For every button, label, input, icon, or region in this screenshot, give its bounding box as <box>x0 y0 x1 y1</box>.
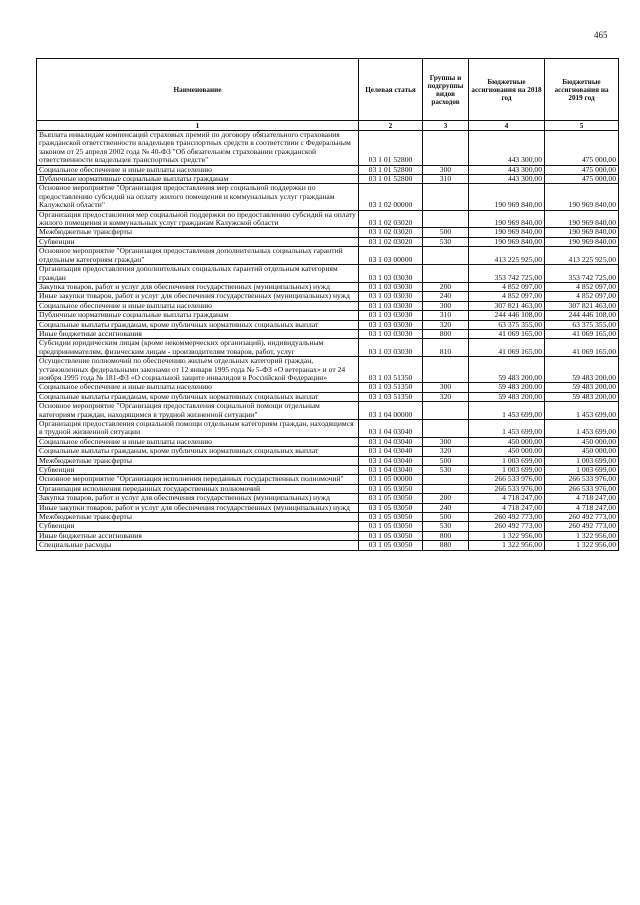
row-2019-cell: 1 453 699,00 <box>545 420 619 438</box>
row-2018-cell: 1 003 699,00 <box>469 466 545 475</box>
row-code-cell: 03 1 05 03050 <box>359 503 423 512</box>
row-2018-cell: 190 969 840,00 <box>469 228 545 237</box>
row-2018-cell: 307 821 463,00 <box>469 301 545 310</box>
row-code-cell: 03 1 03 03030 <box>359 265 423 283</box>
row-group-cell: 880 <box>423 541 469 550</box>
row-group-cell: 800 <box>423 531 469 540</box>
row-name-cell: Социальные выплаты гражданам, кроме публичных нормативных социальных выплат <box>37 320 359 329</box>
row-group-cell <box>423 420 469 438</box>
table-row <box>37 184 619 210</box>
row-name-cell: Иные закупки товаров, работ и услуг для обеспечения государственных (муниципальных) нужд <box>37 292 359 301</box>
table-row <box>37 494 619 503</box>
row-code-cell: 03 1 01 52800 <box>359 131 423 166</box>
table-body <box>37 131 619 551</box>
row-code-cell: 03 1 05 03050 <box>359 494 423 503</box>
row-name-cell: Иные закупки товаров, работ и услуг для обеспечения государственных (муниципальных) нужд <box>37 503 359 512</box>
row-code-cell: 03 1 04 03040 <box>359 456 423 465</box>
row-2019-cell: 260 492 773,00 <box>545 513 619 522</box>
row-2019-cell: 41 069 165,00 <box>545 329 619 338</box>
column-number-row <box>37 121 619 131</box>
header-row <box>37 59 619 121</box>
row-2019-cell: 59 483 200,00 <box>545 383 619 392</box>
row-name-cell: Межбюджетные трансферты <box>37 228 359 237</box>
table-row <box>37 402 619 420</box>
row-2018-cell: 266 533 976,00 <box>469 484 545 493</box>
row-group-cell <box>423 247 469 265</box>
row-2018-cell: 244 446 108,00 <box>469 311 545 320</box>
row-code-cell: 03 1 02 00000 <box>359 184 423 210</box>
row-name-cell: Субвенции <box>37 522 359 531</box>
row-2019-cell: 190 969 840,00 <box>545 210 619 228</box>
row-group-cell: 310 <box>423 175 469 184</box>
row-name-cell: Основное мероприятие "Организация предоставления социальной помощи отдельным категориям граждан, находящимся в трудной жизненной ситуации" <box>37 402 359 420</box>
row-code-cell: 03 1 03 03030 <box>359 329 423 338</box>
column-number: 5 <box>545 121 619 131</box>
row-2019-cell: 1 322 956,00 <box>545 531 619 540</box>
header-group: Группы и подгруппы видов расходов <box>423 59 469 121</box>
row-group-cell <box>423 475 469 484</box>
row-code-cell: 03 1 03 03030 <box>359 311 423 320</box>
row-code-cell: 03 1 02 03020 <box>359 210 423 228</box>
row-group-cell: 240 <box>423 503 469 512</box>
row-group-cell: 800 <box>423 329 469 338</box>
row-code-cell: 03 1 04 00000 <box>359 402 423 420</box>
row-name-cell: Осуществление полномочий по обеспечению жильем отдельных категорий граждан, установленных федеральными законами от 12 января 1995 года № 5-ФЗ «О ветеранах» и от 24 ноября 1995 года № 181-ФЗ «О социальной защите инвалидов в Российской Федерации» <box>37 357 359 383</box>
row-group-cell <box>423 265 469 283</box>
row-2018-cell: 4 852 097,00 <box>469 292 545 301</box>
row-2018-cell: 443 300,00 <box>469 165 545 174</box>
budget-table <box>36 58 619 551</box>
header-2018: Бюджетные ассигнования на 2018 год <box>469 59 545 121</box>
row-name-cell: Основное мероприятие "Организация предоставления мер социальной поддержки по предоставлению субсидий на оплату жилого помещения и коммунальных услуг гражданам Калужской области" <box>37 184 359 210</box>
row-group-cell: 530 <box>423 237 469 246</box>
column-number: 1 <box>37 121 359 131</box>
table-row <box>37 357 619 383</box>
row-code-cell: 03 1 03 51350 <box>359 357 423 383</box>
row-2019-cell: 63 375 355,00 <box>545 320 619 329</box>
row-group-cell <box>423 210 469 228</box>
row-name-cell: Социальные выплаты гражданам, кроме публичных нормативных социальных выплат <box>37 447 359 456</box>
row-group-cell: 320 <box>423 392 469 401</box>
row-2018-cell: 443 300,00 <box>469 175 545 184</box>
row-code-cell: 03 1 01 52800 <box>359 175 423 184</box>
row-name-cell: Закупка товаров, работ и услуг для обеспечения государственных (муниципальных) нужд <box>37 282 359 291</box>
row-code-cell: 03 1 04 03040 <box>359 447 423 456</box>
row-2018-cell: 1 322 956,00 <box>469 541 545 550</box>
row-2019-cell: 190 969 840,00 <box>545 237 619 246</box>
row-group-cell: 810 <box>423 339 469 357</box>
row-name-cell: Социальные выплаты гражданам, кроме публичных нормативных социальных выплат <box>37 392 359 401</box>
row-code-cell: 03 1 05 03050 <box>359 522 423 531</box>
row-name-cell: Выплата инвалидам компенсаций страховых премий по договору обязательного страхования гражданской ответственности владельцев транспортных средств в соответствии с Федеральным законом от 25 апреля 2002 года № 40-ФЗ "Об обязательном страховании гражданской ответственности владельцев транспортных средств" <box>37 131 359 166</box>
table-row <box>37 541 619 550</box>
header-2019: Бюджетные ассигнования на 2019 год <box>545 59 619 121</box>
row-group-cell: 300 <box>423 437 469 446</box>
row-2018-cell: 450 000,00 <box>469 437 545 446</box>
row-code-cell: 03 1 03 51350 <box>359 383 423 392</box>
header-name: Наименование <box>37 59 359 121</box>
row-name-cell: Организация исполнения переданных государственных полномочий <box>37 484 359 493</box>
row-2018-cell: 353 742 725,00 <box>469 265 545 283</box>
row-2018-cell: 260 492 773,00 <box>469 522 545 531</box>
row-code-cell: 03 1 05 03050 <box>359 531 423 540</box>
row-name-cell: Организация предоставления дополнительных социальных гарантий отдельным категориям граждан <box>37 265 359 283</box>
row-name-cell: Публичные нормативные социальные выплаты гражданам <box>37 175 359 184</box>
column-number: 3 <box>423 121 469 131</box>
row-name-cell: Организация предоставления мер социальной поддержки по предоставлению субсидий на оплату жилого помещения и коммунальных услуг гражданам Калужской области <box>37 210 359 228</box>
row-2019-cell: 41 069 165,00 <box>545 339 619 357</box>
row-2019-cell: 353 742 725,00 <box>545 265 619 283</box>
row-group-cell: 300 <box>423 383 469 392</box>
row-code-cell: 03 1 02 03020 <box>359 228 423 237</box>
row-2018-cell: 59 483 200,00 <box>469 357 545 383</box>
row-2019-cell: 1 453 699,00 <box>545 402 619 420</box>
row-2018-cell: 190 969 840,00 <box>469 184 545 210</box>
row-name-cell: Субвенции <box>37 237 359 246</box>
row-code-cell: 03 1 03 03030 <box>359 292 423 301</box>
row-code-cell: 03 1 01 52800 <box>359 165 423 174</box>
row-name-cell: Субсидии юридическим лицам (кроме некоммерческих организаций), индивидуальным предпринимателям, физическим лицам - производителям товаров, работ, услуг <box>37 339 359 357</box>
page-number: 465 <box>594 30 608 40</box>
row-code-cell: 03 1 02 03020 <box>359 237 423 246</box>
row-name-cell: Специальные расходы <box>37 541 359 550</box>
table-row <box>37 383 619 392</box>
row-2019-cell: 266 533 976,00 <box>545 484 619 493</box>
row-2019-cell: 475 000,00 <box>545 175 619 184</box>
row-group-cell: 300 <box>423 165 469 174</box>
row-2019-cell: 1 003 699,00 <box>545 466 619 475</box>
row-2019-cell: 260 492 773,00 <box>545 522 619 531</box>
row-name-cell: Субвенции <box>37 466 359 475</box>
row-2019-cell: 59 483 200,00 <box>545 392 619 401</box>
row-2019-cell: 266 533 976,00 <box>545 475 619 484</box>
row-2018-cell: 266 533 976,00 <box>469 475 545 484</box>
row-name-cell: Организация предоставления социальной помощи отдельным категориям граждан, находящимся в трудной жизненной ситуации <box>37 420 359 438</box>
row-group-cell: 500 <box>423 456 469 465</box>
row-2018-cell: 4 718 247,00 <box>469 494 545 503</box>
row-2019-cell: 450 000,00 <box>545 437 619 446</box>
row-code-cell: 03 1 03 03030 <box>359 282 423 291</box>
row-2018-cell: 59 483 200,00 <box>469 383 545 392</box>
row-code-cell: 03 1 03 03030 <box>359 301 423 310</box>
row-code-cell: 03 1 04 03040 <box>359 420 423 438</box>
header-code: Целевая статья <box>359 59 423 121</box>
row-code-cell: 03 1 05 03050 <box>359 484 423 493</box>
row-group-cell <box>423 402 469 420</box>
table-row <box>37 420 619 438</box>
row-2019-cell: 307 821 463,00 <box>545 301 619 310</box>
row-2019-cell: 190 969 840,00 <box>545 228 619 237</box>
row-name-cell: Основное мероприятие "Организация исполнения переданных государственных полномочий" <box>37 475 359 484</box>
table-row <box>37 447 619 456</box>
row-2018-cell: 4 718 247,00 <box>469 503 545 512</box>
row-code-cell: 03 1 05 03050 <box>359 513 423 522</box>
row-code-cell: 03 1 03 51350 <box>359 392 423 401</box>
row-2018-cell: 1 453 699,00 <box>469 402 545 420</box>
row-group-cell <box>423 357 469 383</box>
row-group-cell: 320 <box>423 447 469 456</box>
row-name-cell: Межбюджетные трансферты <box>37 456 359 465</box>
row-2018-cell: 41 069 165,00 <box>469 339 545 357</box>
row-code-cell: 03 1 03 03030 <box>359 339 423 357</box>
table-row <box>37 475 619 484</box>
table-row <box>37 265 619 283</box>
row-code-cell: 03 1 04 03040 <box>359 466 423 475</box>
row-group-cell <box>423 184 469 210</box>
row-2018-cell: 41 069 165,00 <box>469 329 545 338</box>
row-2018-cell: 1 322 956,00 <box>469 531 545 540</box>
row-2019-cell: 1 322 956,00 <box>545 541 619 550</box>
table-row <box>37 522 619 531</box>
row-group-cell: 300 <box>423 301 469 310</box>
row-name-cell: Иные бюджетные ассигнования <box>37 329 359 338</box>
row-2019-cell: 475 000,00 <box>545 165 619 174</box>
row-group-cell: 200 <box>423 494 469 503</box>
row-2018-cell: 190 969 840,00 <box>469 210 545 228</box>
row-2019-cell: 244 446 108,00 <box>545 311 619 320</box>
table-row <box>37 131 619 166</box>
row-2019-cell: 4 852 097,00 <box>545 282 619 291</box>
row-group-cell: 320 <box>423 320 469 329</box>
row-2018-cell: 4 852 097,00 <box>469 282 545 291</box>
row-name-cell: Социальное обеспечение и иные выплаты населению <box>37 301 359 310</box>
row-group-cell <box>423 131 469 166</box>
row-group-cell: 200 <box>423 282 469 291</box>
row-2018-cell: 1 003 699,00 <box>469 456 545 465</box>
row-2018-cell: 1 453 699,00 <box>469 420 545 438</box>
row-name-cell: Социальное обеспечение и иные выплаты населению <box>37 165 359 174</box>
row-2019-cell: 190 969 840,00 <box>545 184 619 210</box>
row-group-cell: 500 <box>423 513 469 522</box>
row-code-cell: 03 1 03 03030 <box>359 320 423 329</box>
row-name-cell: Публичные нормативные социальные выплаты гражданам <box>37 311 359 320</box>
row-code-cell: 03 1 05 00000 <box>359 475 423 484</box>
row-code-cell: 03 1 05 03050 <box>359 541 423 550</box>
row-group-cell: 530 <box>423 522 469 531</box>
row-2018-cell: 260 492 773,00 <box>469 513 545 522</box>
table-row <box>37 311 619 320</box>
row-2019-cell: 4 718 247,00 <box>545 494 619 503</box>
row-group-cell: 310 <box>423 311 469 320</box>
row-2018-cell: 413 225 925,00 <box>469 247 545 265</box>
row-code-cell: 03 1 04 03040 <box>359 437 423 446</box>
row-group-cell: 530 <box>423 466 469 475</box>
row-2018-cell: 450 000,00 <box>469 447 545 456</box>
row-2018-cell: 59 483 200,00 <box>469 392 545 401</box>
table-row <box>37 210 619 228</box>
table-row <box>37 339 619 357</box>
row-2018-cell: 443 300,00 <box>469 131 545 166</box>
table-row <box>37 292 619 301</box>
row-group-cell: 240 <box>423 292 469 301</box>
row-2019-cell: 475 000,00 <box>545 131 619 166</box>
row-2019-cell: 59 483 200,00 <box>545 357 619 383</box>
table-row <box>37 247 619 265</box>
row-2018-cell: 190 969 840,00 <box>469 237 545 246</box>
row-name-cell: Основное мероприятие "Организация предоставления дополнительных социальных гарантий отдельным категориям граждан" <box>37 247 359 265</box>
row-2019-cell: 1 003 699,00 <box>545 456 619 465</box>
row-2019-cell: 4 852 097,00 <box>545 292 619 301</box>
row-name-cell: Социальное обеспечение и иные выплаты населению <box>37 437 359 446</box>
row-group-cell: 500 <box>423 228 469 237</box>
row-name-cell: Закупка товаров, работ и услуг для обеспечения государственных (муниципальных) нужд <box>37 494 359 503</box>
row-2019-cell: 413 225 925,00 <box>545 247 619 265</box>
row-name-cell: Иные бюджетные ассигнования <box>37 531 359 540</box>
row-code-cell: 03 1 03 00000 <box>359 247 423 265</box>
row-2019-cell: 450 000,00 <box>545 447 619 456</box>
row-name-cell: Межбюджетные трансферты <box>37 513 359 522</box>
row-name-cell: Социальное обеспечение и иные выплаты населению <box>37 383 359 392</box>
row-2018-cell: 63 375 355,00 <box>469 320 545 329</box>
row-2019-cell: 4 718 247,00 <box>545 503 619 512</box>
table-row <box>37 228 619 237</box>
column-number: 4 <box>469 121 545 131</box>
column-number: 2 <box>359 121 423 131</box>
